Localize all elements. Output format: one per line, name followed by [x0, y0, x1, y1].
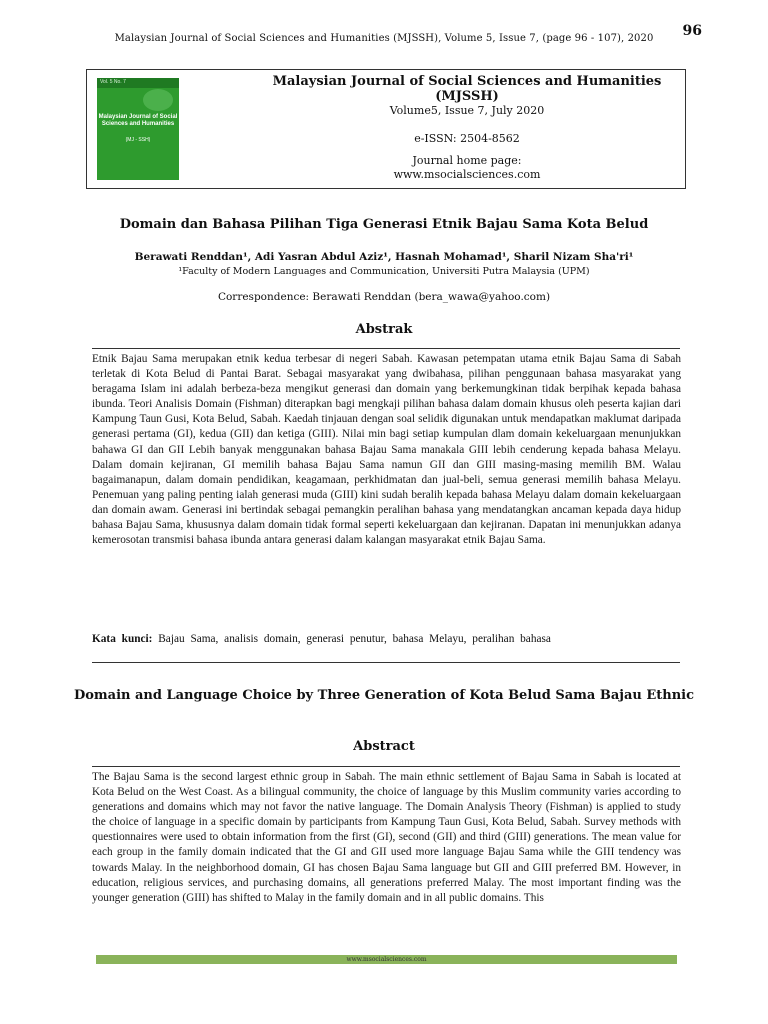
author-affiliation: ¹Faculty of Modern Languages and Communication, Universiti Putra Malaysia (UPM)	[178, 266, 590, 277]
cover-title: Malaysian Journal of Social Sciences and Humanities	[98, 114, 178, 127]
article-title-english: Domain and Language Choice by Three Generation of Kota Belud Sama Bajau Ethnic	[73, 688, 695, 703]
footer-bar	[96, 955, 677, 964]
journal-title: Malaysian Journal of Social Sciences and Humanities (MJSSH)	[272, 74, 662, 104]
keywords-line	[92, 633, 681, 645]
keywords-label: Kata kunci:	[92, 633, 153, 645]
journal-homepage-label: Journal home page:	[412, 154, 522, 167]
abstrak-heading: Abstrak	[355, 322, 413, 337]
footer-url[interactable]: www.msocialsciences.com	[346, 956, 427, 963]
journal-volume: Volume5, Issue 7, July 2020	[389, 104, 545, 117]
journal-cover-image	[97, 78, 179, 180]
correspondence: Correspondence: Berawati Renddan (bera_wawa@yahoo.com)	[217, 291, 551, 303]
page-number: 96	[682, 23, 702, 39]
journal-homepage-link[interactable]: www.msocialsciences.com	[393, 168, 541, 181]
abstrak-body: Etnik Bajau Sama merupakan etnik kedua terbesar di negeri Sabah. Kawasan petempatan utama etnik Bajau Sama di Sabah terletak di Kota Belud di Pantai Barat. Sebagai masyarakat yang dwibahasa, pilihan penggunaan bahasa masyarakat yang beragama Islam ini adalah berbeza-beza mengikut generasi dan domain yang berkemungkinan tidak berpihak kepada bahasa ibunda. Teori Analisis Domain (Fishman) diterapkan bagi mengkaji pilihan bahasa dalam domain khusus oleh peserta kajian dari Kampung Taun Gusi, Kota Belud, Sabah. Kaedah tinjauan dengan soal selidik digunakan untuk mendapatkan maklumat daripada generasi pertama (GI), kedua (GII) dan ketiga (GIII). Nilai min bagi setiap kumpulan dlam domain kekeluargaan menunjukkan bahawa GI dan GII Lebih banyak menggunakan bahasa Bajau Sama manakala GIII lebih cenderung kepada bahasa Melayu. Dalam domain kejiranan, GI memilih bahasa Bajau Sama namun GII dan GIII masing-masing memilih BM. Walau bagaimanapun, dalam domain pendidikan, keagamaan, perkhidmatan dan jual-beli, semua generasi memilih bahasa Melayu. Penemuan yang paling penting ialah generasi muda (GIII) kini sudah beralih kepada bahasa Melayu dalam domain kekeluargaan dan domain awam. Generasi ini bertindak sebagai pemangkin peralihan bahasa yang mendatangkan ancaman kepada daya hidup bahasa Bajau Sama, khususnya dalam domain tidak formal seperti kekeluargaan dan kejiranan. Dapatan ini menunjukkan adanya kemerosotan transmisi bahasa ibunda antara generasi dalam kalangan masyarakat etnik Bajau Sama.	[92, 353, 681, 547]
keywords-list: Bajau Sama, analisis domain, generasi penutur, bahasa Melayu, peralihan bahasa	[158, 633, 551, 645]
cover-strip	[97, 78, 179, 88]
article-title-malay: Domain dan Bahasa Pilihan Tiga Generasi Etnik Bajau Sama Kota Belud	[119, 217, 649, 232]
journal-header-box	[86, 69, 686, 189]
author-list: Berawati Renddan¹, Adi Yasran Abdul Aziz¹, Hasnah Mohamad¹, Sharil Nizam Sha'ri¹	[134, 251, 634, 263]
cover-subtitle: (MJ - SSH)	[125, 137, 151, 143]
abstract-heading: Abstract	[353, 739, 415, 754]
divider-top-abstract	[92, 766, 680, 767]
running-head: Malaysian Journal of Social Sciences and Humanities (MJSSH), Volume 5, Issue 7, (page 96 - 107), 2020	[114, 33, 654, 44]
abstract-body: The Bajau Sama is the second largest ethnic group in Sabah. The main ethnic settlement of Bajau Sama in Sabah is located at Kota Belud on the West Coast. As a bilingual community, the choice of language by this Muslim community varies according to generations and domains which may not favor the native language. The Domain Analysis Theory (Fishman) is applied to study the choice of language in a specific domain by participants from Kampung Taun Gusi, Kota Belud, Sabah. Survey methods with questionnaires were used to obtain information from the first (GI), second (GII) and third (GIII) generations. The mean value for each group in the family domain indicated that the GI and GII used more language Bajau Sama while the GIII tendency was towards Malay. In the neighborhood domain, GI has chosen Bajau Sama language but GII and GIII preferred BM. However, in education, religious services, and purchasing domains, all generations preferred Malay. The most important finding was the younger generation (GIII) has shifted to Malay in the family domain and in all public domains. This	[92, 771, 681, 904]
divider-top-abstrak	[92, 348, 680, 349]
cover-strip-text: Vol. 5 No. 7	[100, 79, 126, 85]
globe-icon	[143, 89, 173, 111]
divider-bottom-abstrak	[92, 662, 680, 663]
journal-eissn: e-ISSN: 2504-8562	[414, 132, 520, 145]
